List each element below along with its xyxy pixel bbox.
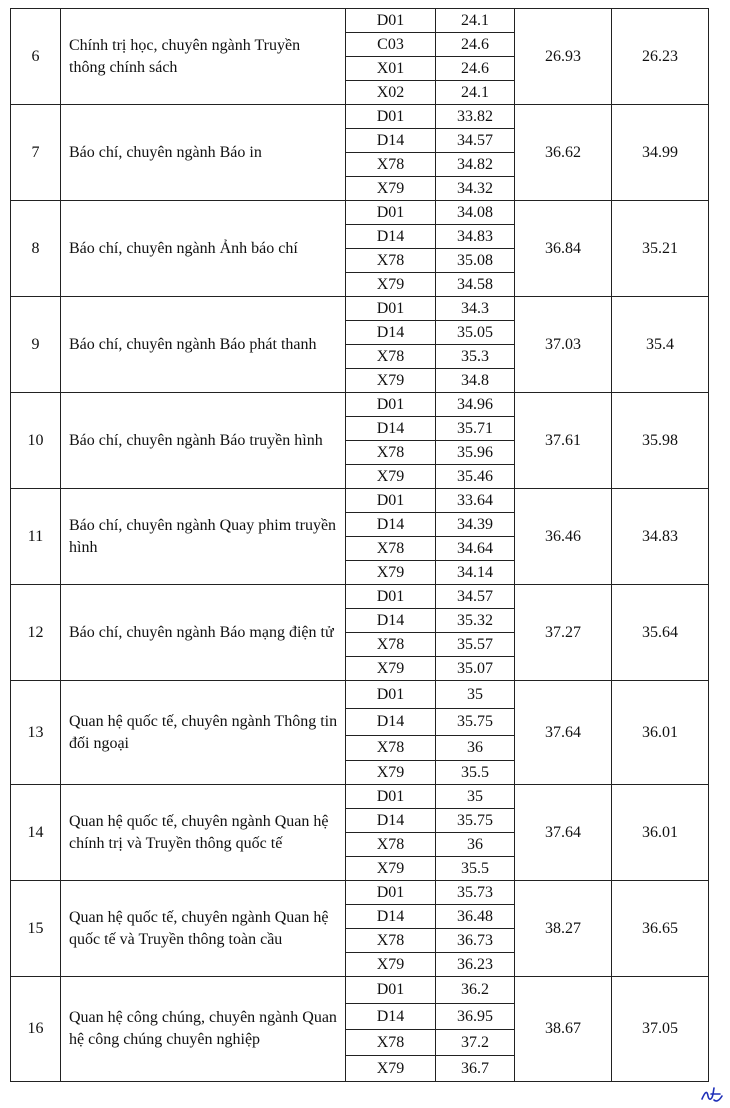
combination-score: 35.57 — [436, 633, 515, 657]
combination-score: 35.5 — [436, 761, 515, 785]
combination-code: X79 — [346, 857, 436, 881]
combination-code: X79 — [346, 273, 436, 297]
combination-score: 34.08 — [436, 201, 515, 225]
score-col-a: 37.27 — [515, 585, 612, 681]
combination-code: D14 — [346, 905, 436, 929]
combination-score: 35.46 — [436, 465, 515, 489]
score-col-a: 38.27 — [515, 881, 612, 977]
combination-code: D14 — [346, 321, 436, 345]
combination-code: X78 — [346, 153, 436, 177]
combination-score: 34.58 — [436, 273, 515, 297]
row-number: 11 — [11, 489, 61, 585]
combination-score: 34.3 — [436, 297, 515, 321]
table-row — [11, 585, 709, 609]
combination-code: D14 — [346, 709, 436, 736]
combination-code: D01 — [346, 977, 436, 1004]
table-row — [11, 977, 709, 1004]
combination-code: X78 — [346, 345, 436, 369]
combination-score: 34.57 — [436, 585, 515, 609]
combination-score: 36 — [436, 833, 515, 857]
row-number: 9 — [11, 297, 61, 393]
score-col-a: 38.67 — [515, 977, 612, 1082]
combination-score: 35.05 — [436, 321, 515, 345]
combination-score: 33.82 — [436, 105, 515, 129]
combination-score: 35.96 — [436, 441, 515, 465]
combination-score: 35.75 — [436, 709, 515, 736]
score-col-b: 37.05 — [612, 977, 709, 1082]
combination-score: 37.2 — [436, 1030, 515, 1056]
combination-score: 34.57 — [436, 129, 515, 153]
combination-code: X79 — [346, 761, 436, 785]
major-name: Báo chí, chuyên ngành Báo mạng điện tử — [61, 585, 346, 681]
combination-code: D01 — [346, 297, 436, 321]
combination-code: D14 — [346, 513, 436, 537]
table-row — [11, 881, 709, 905]
combination-code: X78 — [346, 1030, 436, 1056]
combination-code: D01 — [346, 393, 436, 417]
combination-score: 36.23 — [436, 953, 515, 977]
combination-score: 35 — [436, 681, 515, 709]
score-col-a: 37.03 — [515, 297, 612, 393]
major-name: Báo chí, chuyên ngành Báo phát thanh — [61, 297, 346, 393]
table-row — [11, 9, 709, 33]
combination-code: X79 — [346, 369, 436, 393]
combination-code: D14 — [346, 129, 436, 153]
major-name: Quan hệ quốc tế, chuyên ngành Quan hệ quốc tế và Truyền thông toàn cầu — [61, 881, 346, 977]
combination-code: X78 — [346, 537, 436, 561]
combination-score: 24.1 — [436, 81, 515, 105]
row-number: 6 — [11, 9, 61, 105]
score-col-b: 35.98 — [612, 393, 709, 489]
combination-code: X78 — [346, 441, 436, 465]
table-row — [11, 393, 709, 417]
table-row — [11, 785, 709, 809]
score-col-a: 36.84 — [515, 201, 612, 297]
combination-score: 35.73 — [436, 881, 515, 905]
row-number: 16 — [11, 977, 61, 1082]
table-row — [11, 489, 709, 513]
combination-code: D01 — [346, 201, 436, 225]
combination-score: 35.75 — [436, 809, 515, 833]
combination-score: 34.82 — [436, 153, 515, 177]
major-name: Báo chí, chuyên ngành Báo truyền hình — [61, 393, 346, 489]
combination-score: 24.6 — [436, 57, 515, 81]
combination-score: 35.08 — [436, 249, 515, 273]
row-number: 7 — [11, 105, 61, 201]
combination-score: 36.48 — [436, 905, 515, 929]
combination-code: X79 — [346, 561, 436, 585]
combination-code: X79 — [346, 177, 436, 201]
combination-code: X79 — [346, 465, 436, 489]
combination-code: D01 — [346, 881, 436, 905]
combination-score: 36.73 — [436, 929, 515, 953]
combination-code: C03 — [346, 33, 436, 57]
major-name: Quan hệ công chúng, chuyên ngành Quan hệ công chúng chuyên nghiệp — [61, 977, 346, 1082]
combination-code: D14 — [346, 1004, 436, 1030]
combination-score: 34.14 — [436, 561, 515, 585]
combination-code: D01 — [346, 9, 436, 33]
combination-score: 36 — [436, 736, 515, 761]
score-col-b: 35.64 — [612, 585, 709, 681]
score-col-b: 36.01 — [612, 681, 709, 785]
score-col-a: 26.93 — [515, 9, 612, 105]
row-number: 8 — [11, 201, 61, 297]
major-name: Quan hệ quốc tế, chuyên ngành Quan hệ chính trị và Truyền thông quốc tế — [61, 785, 346, 881]
signature-mark — [700, 1086, 724, 1104]
combination-score: 34.64 — [436, 537, 515, 561]
combination-code: X78 — [346, 736, 436, 761]
score-col-b: 34.99 — [612, 105, 709, 201]
table-row — [11, 201, 709, 225]
combination-code: X78 — [346, 249, 436, 273]
row-number: 13 — [11, 681, 61, 785]
combination-score: 35.07 — [436, 657, 515, 681]
combination-score: 36.95 — [436, 1004, 515, 1030]
combination-score: 35 — [436, 785, 515, 809]
row-number: 12 — [11, 585, 61, 681]
combination-code: D01 — [346, 785, 436, 809]
combination-score: 33.64 — [436, 489, 515, 513]
combination-score: 34.83 — [436, 225, 515, 249]
combination-code: D01 — [346, 105, 436, 129]
score-col-b: 35.4 — [612, 297, 709, 393]
combination-score: 36.7 — [436, 1056, 515, 1082]
combination-score: 34.96 — [436, 393, 515, 417]
table-body — [11, 9, 709, 1082]
combination-score: 24.6 — [436, 33, 515, 57]
score-col-a: 36.62 — [515, 105, 612, 201]
row-number: 14 — [11, 785, 61, 881]
score-col-b: 36.01 — [612, 785, 709, 881]
combination-code: D14 — [346, 225, 436, 249]
combination-code: D01 — [346, 681, 436, 709]
combination-code: X01 — [346, 57, 436, 81]
combination-score: 34.32 — [436, 177, 515, 201]
combination-code: D14 — [346, 609, 436, 633]
score-col-b: 34.83 — [612, 489, 709, 585]
combination-score: 34.8 — [436, 369, 515, 393]
combination-score: 35.71 — [436, 417, 515, 441]
score-col-a: 37.61 — [515, 393, 612, 489]
admission-score-table — [10, 8, 709, 1082]
combination-code: D14 — [346, 809, 436, 833]
score-col-b: 36.65 — [612, 881, 709, 977]
combination-score: 24.1 — [436, 9, 515, 33]
major-name: Báo chí, chuyên ngành Ảnh báo chí — [61, 201, 346, 297]
combination-code: D01 — [346, 489, 436, 513]
row-number: 10 — [11, 393, 61, 489]
score-col-b: 26.23 — [612, 9, 709, 105]
combination-code: D14 — [346, 417, 436, 441]
combination-code: X78 — [346, 929, 436, 953]
score-col-a: 36.46 — [515, 489, 612, 585]
combination-score: 35.5 — [436, 857, 515, 881]
major-name: Quan hệ quốc tế, chuyên ngành Thông tin đối ngoại — [61, 681, 346, 785]
score-col-a: 37.64 — [515, 681, 612, 785]
score-col-a: 37.64 — [515, 785, 612, 881]
combination-code: X79 — [346, 657, 436, 681]
combination-code: D01 — [346, 585, 436, 609]
combination-code: X78 — [346, 633, 436, 657]
combination-score: 35.32 — [436, 609, 515, 633]
major-name: Báo chí, chuyên ngành Quay phim truyền hình — [61, 489, 346, 585]
combination-score: 34.39 — [436, 513, 515, 537]
combination-code: X79 — [346, 1056, 436, 1082]
combination-code: X02 — [346, 81, 436, 105]
combination-code: X78 — [346, 833, 436, 857]
table-row — [11, 297, 709, 321]
major-name: Chính trị học, chuyên ngành Truyền thông chính sách — [61, 9, 346, 105]
combination-score: 35.3 — [436, 345, 515, 369]
score-col-b: 35.21 — [612, 201, 709, 297]
combination-score: 36.2 — [436, 977, 515, 1004]
combination-code: X79 — [346, 953, 436, 977]
row-number: 15 — [11, 881, 61, 977]
table-row — [11, 681, 709, 709]
table-row — [11, 105, 709, 129]
major-name: Báo chí, chuyên ngành Báo in — [61, 105, 346, 201]
